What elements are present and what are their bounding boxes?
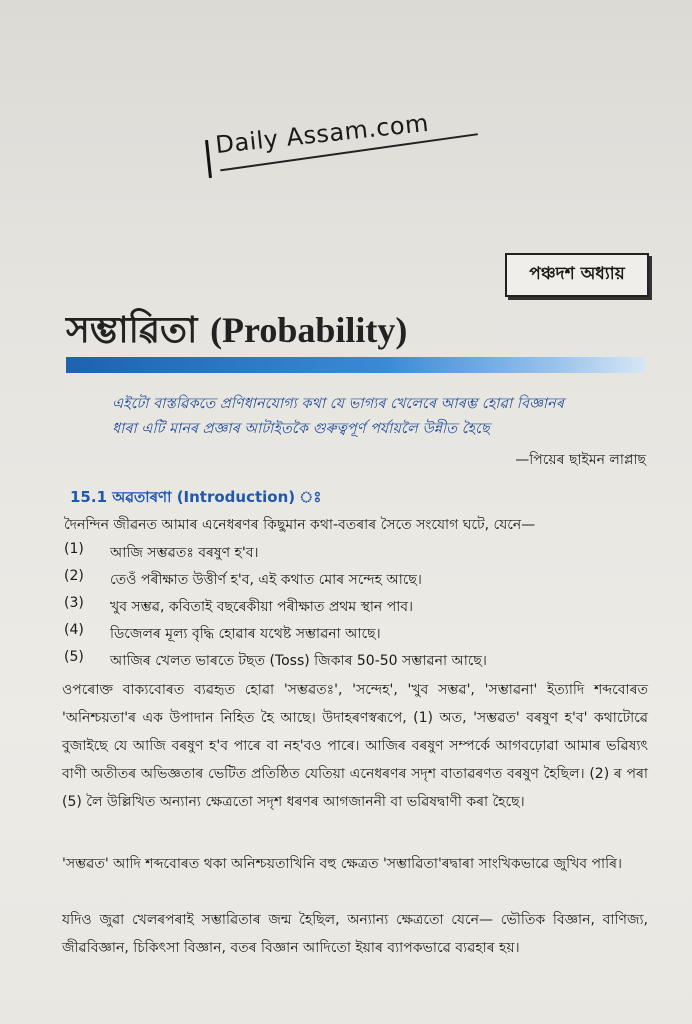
list-item: (3) খুব সম্ভৱ, কবিতাই বছৰেকীয়া পৰীক্ষাত প্ৰথম স্থান পাব। [64,595,414,615]
title-english: (Probability) [210,310,408,350]
intro-text: দৈনন্দিন জীৱনত আমাৰ এনেধৰণৰ কিছুমান কথা-বতৰাৰ সৈতে সংযোগ ঘটে, যেনে— [64,517,536,533]
list-item: (2) তেওঁ পৰীক্ষাত উত্তীৰ্ণ হ'ব, এই কথাত মোৰ সন্দেহ আছে। [64,568,422,588]
section-heading: 15.1 অৱতাৰণা (Introduction) ঃ [70,488,322,506]
list-item: (1) আজি সম্ভৱতঃ বৰষুণ হ'ব। [64,541,259,561]
epigraph [112,392,652,442]
paragraph-2: 'সম্ভৱত' আদি শব্দবোৰত থকা অনিশ্চয়তাখিনি বহু ক্ষেত্ৰত 'সম্ভাৱিতা'ৰদ্বাৰা সাংখিকভাৱে জুখিব পাৰি। [62,856,622,872]
quote-author: —পিয়েৰ ছাইমন লাপ্লাছ [515,452,646,468]
list-item: (5) আজিৰ খেলত ভাৰতে টছত (Toss) জিকাৰ 50-50 সম্ভাৱনা আছে। [64,649,487,669]
paragraph-1: ওপৰোক্ত বাক্যবোৰত ব্যৱহৃত হোৱা 'সম্ভৱতঃ', 'সন্দেহ', 'খুব সম্ভৱ', 'সম্ভাৱনা' ইত্যাদি শব্দবোৰত 'অনিশ্চয়তা'ৰ এক উপাদান নিহিত হৈ আছে। উদাহৰণস্বৰূপে, (1) অত, 'সম্ভৱত' বৰষুণ হ'ব' কথাটোৱে বুজাইছে যে আজি বৰষুণ হ'ব পাৰে বা নহ'বও পাৰে। আজিৰ বৰষুণ সম্পৰ্কে আগবঢ়োৱা আমাৰ ভৱিষ্যৎ বাণী অতীতৰ অভিজ্ঞতাৰ ভেটিত প্ৰতিষ্ঠিত যেতিয়া এনেধৰণৰ সদৃশ বাতাৱৰণত বৰষুণ হৈছিল। (2) ৰ পৰা (5) লৈ উল্লিখিত অন্যান্য ক্ষেত্ৰতো সদৃশ ধৰণৰ আগজাননী বা ভৱিষদ্বাণী কৰা হৈছে। [62,682,648,810]
title-bengali: সম্ভাৱিতা [66,309,198,351]
example-list [64,541,487,676]
quote-line-1: এইটো বাস্তৱিকতে প্ৰণিধানযোগ্য কথা যে ভাগ্যৰ খেলেৰে আৰম্ভ হোৱা বিজ্ঞানৰ [112,396,564,412]
paragraph-3: যদিও জুৱা খেলৰপৰাই সম্ভাৱিতাৰ জন্ম হৈছিল, অন্যান্য ক্ষেত্ৰতো যেনে— ভৌতিক বিজ্ঞান, বাণিজ্য, জীৱবিজ্ঞান, চিকিৎসা বিজ্ঞান, বতৰ বিজ্ঞান আদিতো ইয়াৰ ব্যাপকভাৱে ব্যৱহাৰ হয়। [62,912,648,956]
title-rule [66,357,646,373]
quote-line-2: ধাৰা এটি মানৰ প্ৰজ্ঞাৰ আটাইতকৈ গুৰুত্বপূৰ্ণ পৰ্যায়লৈ উন্নীত হৈছে [112,421,490,437]
chapter-label: পঞ্চদশ অধ্যায় [505,253,649,297]
watermark-text: Daily Assam.com [214,108,431,160]
page-title [66,303,407,363]
list-item: (4) ডিজেলৰ মূল্য বৃদ্ধি হোৱাৰ যথেষ্ট সম্ভাৱনা আছে। [64,622,381,642]
watermark-bar [205,140,212,178]
watermark [214,109,430,159]
